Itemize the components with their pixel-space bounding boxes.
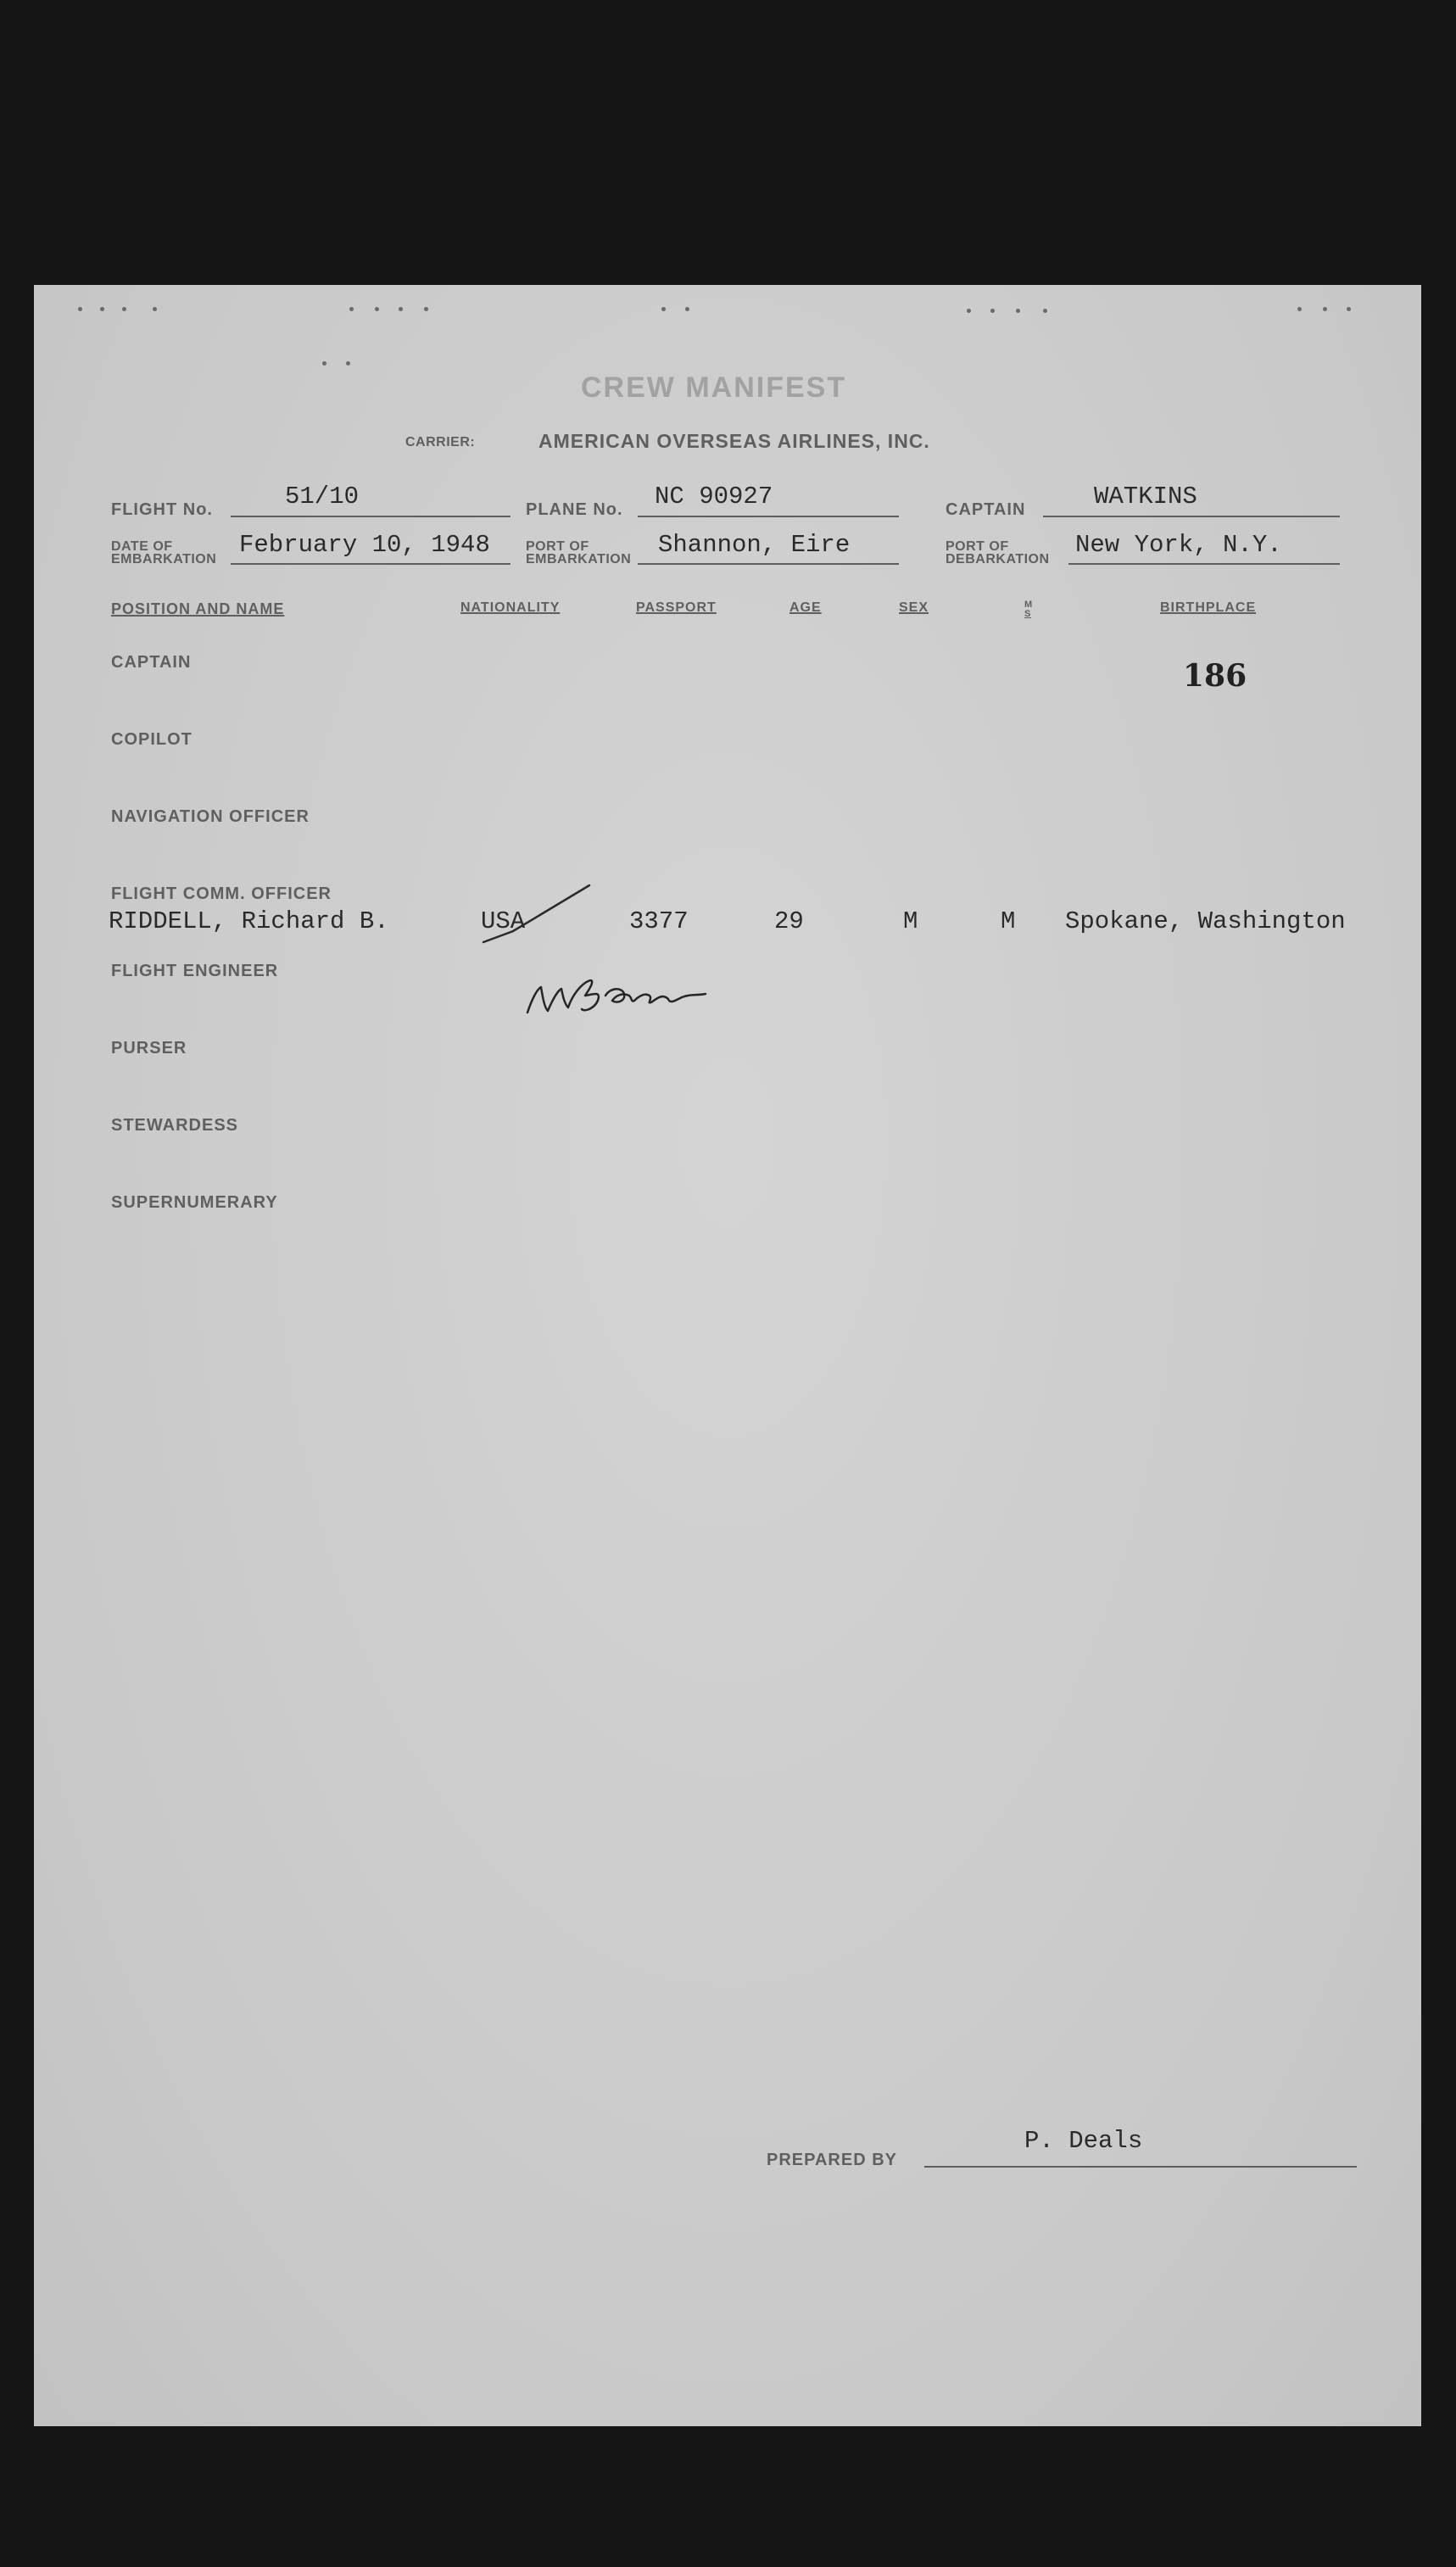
col-marital-m: M: [1024, 600, 1033, 610]
punch-dot: [424, 307, 428, 311]
port-embarkation-label: [526, 540, 631, 566]
position-captain: CAPTAIN: [111, 653, 192, 672]
captain-value: WATKINS: [1094, 483, 1197, 511]
port-deb-label-line1: PORT OF: [946, 539, 1009, 554]
crew-birthplace: Spokane, Washington: [1065, 907, 1346, 935]
col-marital-s: S: [1024, 609, 1031, 619]
punch-dot: [1043, 309, 1047, 313]
page-number: 186: [1183, 658, 1247, 694]
col-marital: [1024, 600, 1033, 619]
position-copilot: COPILOT: [111, 730, 192, 749]
punch-dot: [349, 307, 354, 311]
position-supernumerary: SUPERNUMERARY: [111, 1193, 278, 1212]
date-embarkation-value: February 10, 1948: [239, 531, 490, 559]
captain-label: CAPTAIN: [946, 500, 1026, 519]
punch-dot: [1297, 307, 1302, 311]
date-embarkation-label: [111, 540, 216, 566]
punch-dot: [990, 309, 995, 313]
position-flight-engineer: FLIGHT ENGINEER: [111, 962, 279, 980]
punch-dot: [1347, 307, 1351, 311]
position-stewardess: STEWARDESS: [111, 1116, 239, 1135]
document-title: CREW MANIFEST: [581, 371, 847, 404]
punch-dot: [399, 307, 403, 311]
date-line: [231, 563, 510, 565]
col-nationality: NATIONALITY: [460, 600, 561, 615]
col-position-name: POSITION AND NAME: [111, 600, 285, 617]
punch-dot: [100, 307, 104, 311]
captain-line: [1043, 516, 1340, 517]
punch-dot: [1016, 309, 1020, 313]
crew-age: 29: [774, 907, 804, 935]
punch-dot: [661, 307, 666, 311]
prepared-by-value: P. Deals: [1024, 2127, 1143, 2155]
punch-dot: [346, 361, 350, 366]
plane-no-value: NC 90927: [655, 483, 773, 511]
punch-dot: [967, 309, 971, 313]
position-purser: PURSER: [111, 1039, 187, 1057]
position-navigation-officer: NAVIGATION OFFICER: [111, 807, 310, 826]
punch-dot: [153, 307, 157, 311]
crew-sex: M: [903, 907, 918, 935]
punch-dot: [1323, 307, 1327, 311]
port-deb-label-line2: DEBARKATION: [946, 552, 1050, 566]
port-emb-label-line1: PORT OF: [526, 539, 589, 554]
col-sex: SEX: [899, 600, 929, 615]
date-label-line2: EMBARKATION: [111, 552, 217, 566]
port-emb-line: [638, 563, 899, 565]
flight-no-label: FLIGHT No.: [111, 500, 213, 519]
crew-nationality: USA: [481, 907, 526, 935]
port-deb-line: [1068, 563, 1340, 565]
punch-dot: [685, 307, 689, 311]
plane-no-line: [638, 516, 899, 517]
flight-no-value: 51/10: [285, 483, 360, 511]
manifest-sheet: [34, 285, 1421, 2426]
carrier-name: AMERICAN OVERSEAS AIRLINES, INC.: [538, 430, 930, 452]
port-embarkation-value: Shannon, Eire: [658, 531, 851, 559]
date-label-line1: DATE OF: [111, 539, 173, 554]
crew-marital: M: [1001, 907, 1016, 935]
port-debarkation-label: [946, 540, 1050, 566]
port-emb-label-line2: EMBARKATION: [526, 552, 632, 566]
punch-dot: [322, 361, 326, 366]
flight-no-line: [231, 516, 510, 517]
position-flight-comm-officer: FLIGHT COMM. OFFICER: [111, 884, 332, 903]
punch-dot: [78, 307, 82, 311]
prepared-by-label: PREPARED BY: [767, 2151, 897, 2169]
punch-dot: [122, 307, 126, 311]
plane-no-label: PLANE No.: [526, 500, 623, 519]
col-birthplace: BIRTHPLACE: [1160, 600, 1257, 615]
crew-passport: 3377: [629, 907, 689, 935]
crew-name: RIDDELL, Richard B.: [109, 907, 389, 935]
col-passport: PASSPORT: [636, 600, 717, 615]
prepared-by-line: [924, 2166, 1357, 2168]
punch-dot: [375, 307, 379, 311]
col-age: AGE: [789, 600, 822, 615]
handwritten-initials: [517, 946, 789, 1048]
port-debarkation-value: New York, N.Y.: [1075, 531, 1282, 559]
carrier-label: CARRIER:: [405, 435, 476, 449]
